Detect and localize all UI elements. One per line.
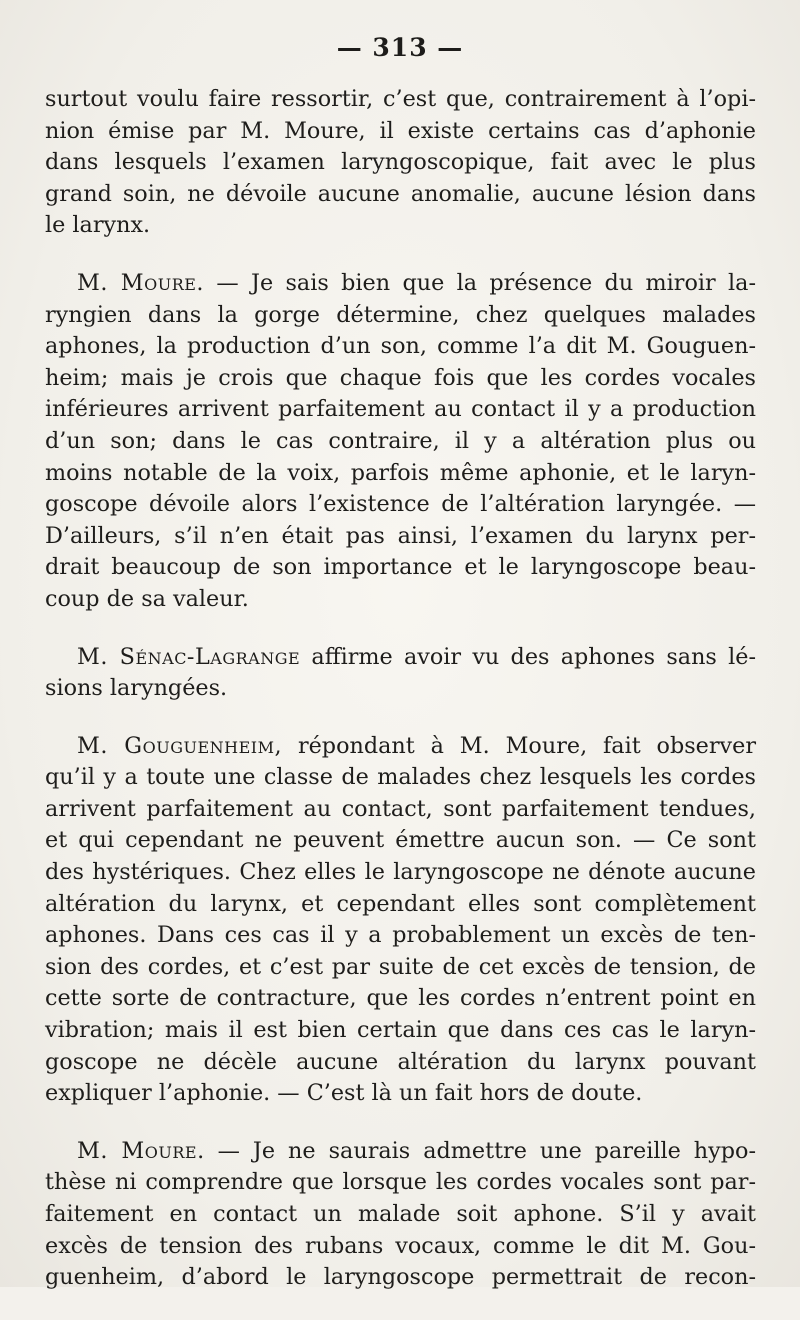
paragraph-gouguenheim [45,731,756,1110]
paragraph-moure-1 [45,268,756,616]
paragraph-continuation [45,84,756,242]
text-line: guenheim, d’abord le laryngoscope permettrait de recon- [45,1264,756,1291]
text-line: cette sorte de contracture, que les cordes n’entrent point en [45,985,756,1012]
text-line: surtout voulu faire ressortir, c’est que, contrairement à l’opi- [45,86,756,112]
text-line-first [45,731,756,763]
text-line: inférieures arrivent parfaitement au contact il y a production [45,396,756,423]
text-line: aphones. Dans ces cas il y a probablement un excès de ten- [45,922,756,949]
text-line: nion émise par M. Moure, il existe certains cas d’aphonie [45,117,756,144]
text-line: vibration; mais il est bien certain que dans ces cas le laryn- [45,1017,756,1044]
text-line: heim; mais je crois que chaque fois que les cordes vocales [45,364,756,391]
text-line-first [45,268,756,300]
text-line: et qui cependant ne peuvent émettre aucun son. — Ce sont [45,827,756,854]
text-line-first [45,642,756,674]
speaker-name: M. Moure. [77,1137,205,1164]
text-line: D’ailleurs, s’il n’en était pas ainsi, l’examen du larynx per- [45,522,756,549]
text-line: le larynx. [45,212,151,239]
text-line: arrivent parfaitement au contact, sont parfaitement tendues, [45,795,756,822]
page-number: — 313 — [336,33,464,62]
text-line: altération du larynx, et cependant elles sont complètement [45,890,756,917]
body-text [45,84,756,1320]
speaker-name: M. Gouguenheim, [77,732,283,759]
text-line: d’un son; dans le cas contraire, il y a altération plus ou [45,427,756,454]
text-line: coup de sa valeur. [45,585,249,612]
paragraph-moure-2 [45,1136,756,1294]
text-line: goscope dévoile alors l’existence de l’altération laryngée. — [45,491,756,518]
text-line-first [45,1136,756,1168]
text-line: ryngien dans la gorge détermine, chez quelques malades [45,301,756,328]
text-line: faitement en contact un malade soit aphone. S’il y avait [45,1201,756,1227]
text-line: aphones, la production d’un son, comme l’a dit M. Gouguen- [45,333,756,360]
text-line: expliquer l’aphonie. — C’est là un fait hors de doute. [45,1080,643,1107]
text-line: grand soin, ne dévoile aucune anomalie, aucune lésion dans [45,180,756,207]
text-line: thèse ni comprendre que lorsque les cordes vocales sont par- [45,1169,756,1196]
text-line: drait beaucoup de son importance et le laryngoscope beau- [45,554,756,581]
speaker-name: M. Moure. [77,269,205,296]
text-line: dans lesquels l’examen laryngoscopique, fait avec le plus [45,149,756,176]
paragraph-senac-lagrange [45,642,756,705]
text-run: — Je sais bien que la présence du miroir la- [204,269,756,296]
text-line: sions laryngées. [45,675,228,702]
text-line: excès de tension des rubans vocaux, comme le dit M. Gou- [45,1232,756,1259]
text-line: sion des cordes, et c’est par suite de cet excès de tension, de [45,953,756,980]
text-run: — Je ne saurais admettre une pareille hypo- [204,1137,756,1164]
speaker-name: M. Sénac-Lagrange [77,643,301,670]
text-run: affirme avoir vu des aphones sans lé- [300,643,756,670]
text-line: qu’il y a toute une classe de malades chez lesquels les cordes [45,764,756,791]
text-line: des hystériques. Chez elles le laryngoscope ne dénote aucune [45,859,756,886]
text-run: répondant à M. Moure, fait observer [282,732,756,759]
text-line: moins notable de la voix, parfois même aphonie, et le laryn- [45,459,756,486]
text-line: goscope ne décèle aucune altération du larynx pouvant [45,1048,756,1075]
